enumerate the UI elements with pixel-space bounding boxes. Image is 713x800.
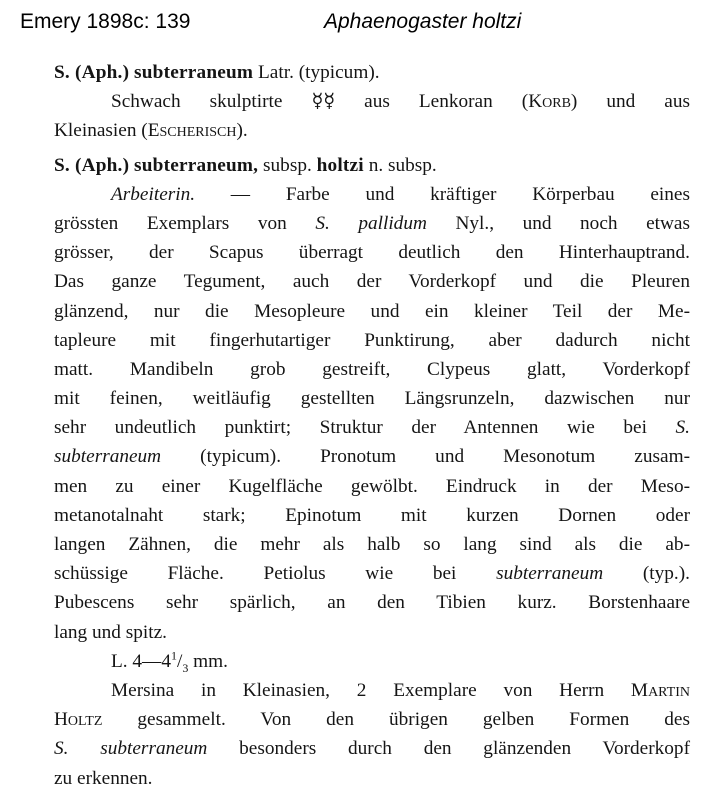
- desc-text-10b: (typicum). Pronotum und Mesonotum zusam-: [161, 446, 690, 468]
- entry1-text-c: ) und aus: [570, 91, 691, 113]
- worker-symbol: ☿☿: [311, 91, 336, 113]
- desc-text-1: — Farbe und kräftiger Körperbau eines: [195, 183, 690, 205]
- entry1-author: Latr. (typicum).: [258, 62, 380, 83]
- locality-line-2: [54, 705, 690, 734]
- entry2-genus: S. (Aph.): [54, 154, 130, 176]
- desc-text-2a: grössten Exemplars von: [54, 212, 316, 234]
- entry2-subsp-label: subsp.: [263, 154, 312, 176]
- entry1-text-a: Schwach skulptirte: [111, 91, 312, 113]
- desc-text-2b: Nyl., und noch etwas: [426, 212, 690, 234]
- entry2-heading: [54, 151, 690, 180]
- desc-line-16: lang und spitz.: [54, 621, 167, 643]
- locality-species: S. subterraneum: [54, 738, 208, 760]
- desc-line-12: metanotalnaht stark; Epinotum mit kurzen Dornen oder: [54, 504, 690, 526]
- size-denominator: 3: [182, 660, 189, 675]
- desc-text-14a: schüssige Fläche. Petiolus wie bei: [54, 563, 497, 585]
- collector-korb: Korb: [528, 91, 571, 113]
- desc-caste: Arbeiterin.: [111, 183, 196, 205]
- desc-species-subterraneum-2: subterraneum: [496, 563, 604, 585]
- desc-line-2: [54, 209, 690, 238]
- size-line: [54, 647, 690, 676]
- scanned-page-text: [54, 58, 690, 793]
- desc-line-3: grösser, der Scapus überragt deutlich den Hinterhauptrand.: [54, 242, 690, 264]
- entry2-status: n. subsp.: [368, 154, 437, 176]
- size-numerator: 1: [170, 648, 177, 663]
- entry1-line3: [54, 116, 690, 145]
- locality-text-2b: gesammelt. Von den übrigen gelben Formen des: [102, 709, 690, 731]
- desc-line-4: Das ganze Tegument, auch der Vorderkopf und die Pleuren: [54, 271, 690, 293]
- collector-escherisch: Escherisch: [147, 120, 237, 142]
- desc-line-14: [54, 559, 690, 588]
- desc-genus-abbrev: S.: [675, 417, 690, 439]
- desc-species-pallidum: S. pallidum: [315, 212, 427, 234]
- entry1-text-b: aus Lenkoran (: [335, 91, 529, 113]
- entry1-species: subterraneum: [134, 62, 254, 83]
- citation-label: Emery 1898c: 139: [20, 10, 191, 33]
- entry1-genus: S. (Aph.): [54, 62, 130, 83]
- collector-martin: Martin: [630, 679, 690, 701]
- desc-line-15: Pubescens sehr spärlich, an den Tibien kurz. Borstenhaare: [54, 592, 690, 614]
- desc-line-13: langen Zähnen, die mehr als halb so lang sind als die ab-: [54, 534, 690, 555]
- desc-line-6: tapleure mit fingerhutartiger Punktirung, aber dadurch nicht: [54, 329, 690, 351]
- locality-text-1a: Mersina in Kleinasien, 2 Exemplare von Herrn: [111, 679, 631, 701]
- collector-holtz: Holtz: [54, 709, 103, 731]
- desc-line-8: mit feinen, weitläufig gestellten Längsrunzeln, dazwischen nur: [54, 388, 690, 410]
- desc-line-11: men zu einer Kugelfläche gewölbt. Eindruck in der Meso-: [54, 475, 690, 497]
- entry1-heading: [54, 58, 690, 87]
- desc-line-9: [54, 413, 690, 442]
- size-slash: /: [176, 650, 183, 672]
- entry1-text-d: Kleinasien (: [54, 120, 148, 142]
- desc-text-9a: sehr undeutlich punktirt; Struktur der Antennen wie bei: [54, 417, 676, 439]
- locality-line-1: [54, 676, 690, 705]
- locality-text-3b: besonders durch den glänzenden Vorderkopf: [207, 738, 690, 760]
- entry1-line2: [54, 87, 690, 116]
- citation-header: [20, 10, 693, 44]
- size-unit: mm.: [188, 650, 228, 672]
- desc-line-5: glänzend, nur die Mesopleure und ein kleiner Teil der Me-: [54, 300, 690, 322]
- desc-line-1: [54, 180, 690, 209]
- desc-line-7: matt. Mandibeln grob gestreift, Clypeus glatt, Vorderkopf: [54, 358, 690, 380]
- desc-text-14b: (typ.).: [603, 563, 690, 585]
- taxon-label: Aphaenogaster holtzi: [324, 10, 522, 33]
- locality-line-4: zu erkennen.: [54, 767, 153, 789]
- locality-line-3: [54, 734, 690, 763]
- entry1-text-e: ).: [236, 120, 248, 142]
- desc-species-subterraneum: subterraneum: [54, 446, 162, 468]
- size-prefix: L. 4—4: [111, 650, 171, 672]
- entry2-subsp-name: holtzi: [316, 154, 364, 176]
- desc-line-10: [54, 442, 690, 471]
- entry2-species: subterraneum,: [134, 154, 259, 176]
